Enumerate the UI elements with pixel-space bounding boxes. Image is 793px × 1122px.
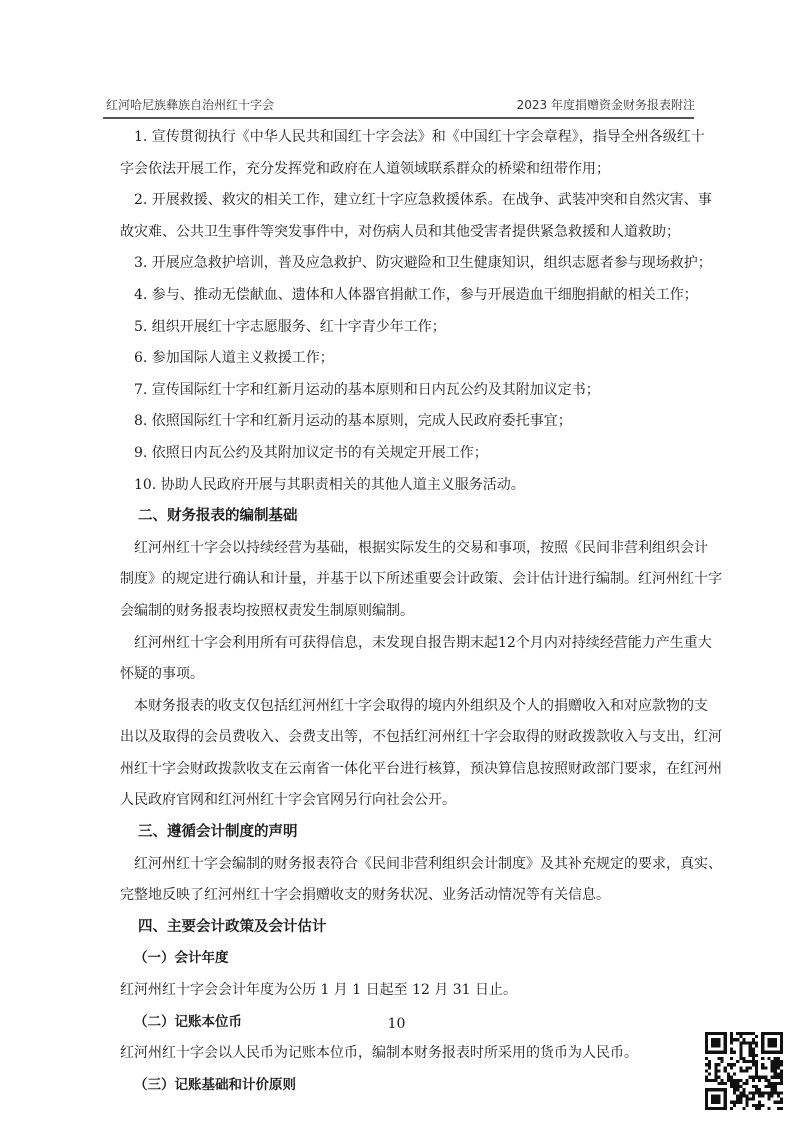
paragraph-line: 会编制的财务报表均按照权责发生制原则编制。: [120, 602, 414, 619]
list-item: 1. 宣传贯彻执行《中华人民共和国红十字会法》和《中国红十字会章程》，指导全州各级红十: [134, 129, 705, 145]
paragraph-line: 红河州红十字会以人民币为记账本位币，编制本财务报表时所采用的货币为人民币。: [120, 1045, 638, 1062]
paragraph-line: 完整地反映了红河州红十字会捐赠收支的财务状况、业务活动情况等有关信息。: [120, 887, 610, 904]
body-text: [120, 122, 722, 1101]
page-number: 10: [387, 1016, 406, 1032]
list-item-continuation: 故灾难、公共卫生事件等突发事件中，对伤病人员和其他受害者提供紧急救援和人道救助；: [120, 223, 680, 240]
paragraph-line: 红河州红十字会会计年度为公历 1 月 1 日起至 12 月 31 日止。: [120, 982, 518, 999]
header-rule: [103, 117, 694, 119]
qr-code-icon: [705, 1032, 783, 1110]
list-item: 2. 开展救援、救灾的相关工作，建立红十字应急救援体系。在战争、武装冲突和自然灾害、事: [134, 192, 712, 209]
list-item: 6. 参加国际人道主义救援工作；: [134, 350, 334, 367]
section-heading: 二、财务报表的编制基础: [138, 508, 298, 525]
subsection-heading: （三）记账基础和计价原则: [134, 1076, 296, 1093]
list-item: 10. 协助人民政府开展与其职责相关的其他人道主义服务活动。: [134, 476, 525, 493]
subsection-heading: （一）会计年度: [134, 950, 229, 967]
paragraph-line: 红河州红十字会利用所有可获得信息，未发现自报告期末起12个月内对持续经营能力产生重大: [134, 634, 712, 651]
header-organization: 红河哈尼族彝族自治州红十字会: [106, 98, 275, 112]
paragraph-line: 怀疑的事项。: [120, 666, 204, 683]
header-report-title: 2023 年度捐赠资金财务报表附注: [516, 98, 695, 112]
subsection-heading: （二）记账本位币: [134, 1013, 242, 1030]
list-item: 8. 依照国际红十字和红新月运动的基本原则，完成人民政府委托事宜；: [134, 413, 572, 430]
paragraph-line: 州红十字会财政拨款收支在云南省一体化平台进行核算，预决算信息按照财政部门要求，在红河州: [120, 760, 722, 777]
paragraph-line: 出以及取得的会员费收入、会费支出等，不包括红河州红十字会取得的财政拨款收入与支出，红河: [120, 729, 722, 746]
section-heading: 三、遵循会计制度的声明: [138, 824, 298, 841]
list-item-continuation: 字会依法开展工作，充分发挥党和政府在人道领域联系群众的桥梁和纽带作用；: [120, 160, 610, 177]
section-heading: 四、主要会计政策及会计估计: [138, 918, 327, 935]
paragraph-line: 红河州红十字会编制的财务报表符合《民间非营利组织会计制度》及其补充规定的要求，真实、: [134, 855, 722, 872]
paragraph-line: 红河州红十字会以持续经营为基础，根据实际发生的交易和事项，按照《民间非营利组织会计: [134, 539, 708, 556]
list-item: 7. 宣传国际红十字和红新月运动的基本原则和日内瓦公约及其附加议定书；: [134, 381, 600, 398]
list-item: 5. 组织开展红十字志愿服务、红十字青少年工作；: [134, 318, 446, 335]
paragraph-line: 本财务报表的收支仅包括红河州红十字会取得的境内外组织及个人的捐赠收入和对应款物的支: [134, 697, 708, 714]
paragraph-line: 制度》的规定进行确认和计量，并基于以下所述重要会计政策、会计估计进行编制。红河州红十字: [120, 571, 722, 588]
list-item: 3. 开展应急救护培训，普及应急救护、防灾避险和卫生健康知识，组织志愿者参与现场救护；: [134, 255, 712, 272]
list-item: 4. 参与、推动无偿献血、遗体和人体器官捐献工作，参与开展造血干细胞捐献的相关工作；: [134, 286, 698, 303]
list-item: 9. 依照日内瓦公约及其附加议定书的有关规定开展工作；: [134, 444, 488, 461]
paragraph-line: 人民政府官网和红河州红十字会官网另行向社会公开。: [120, 792, 456, 809]
